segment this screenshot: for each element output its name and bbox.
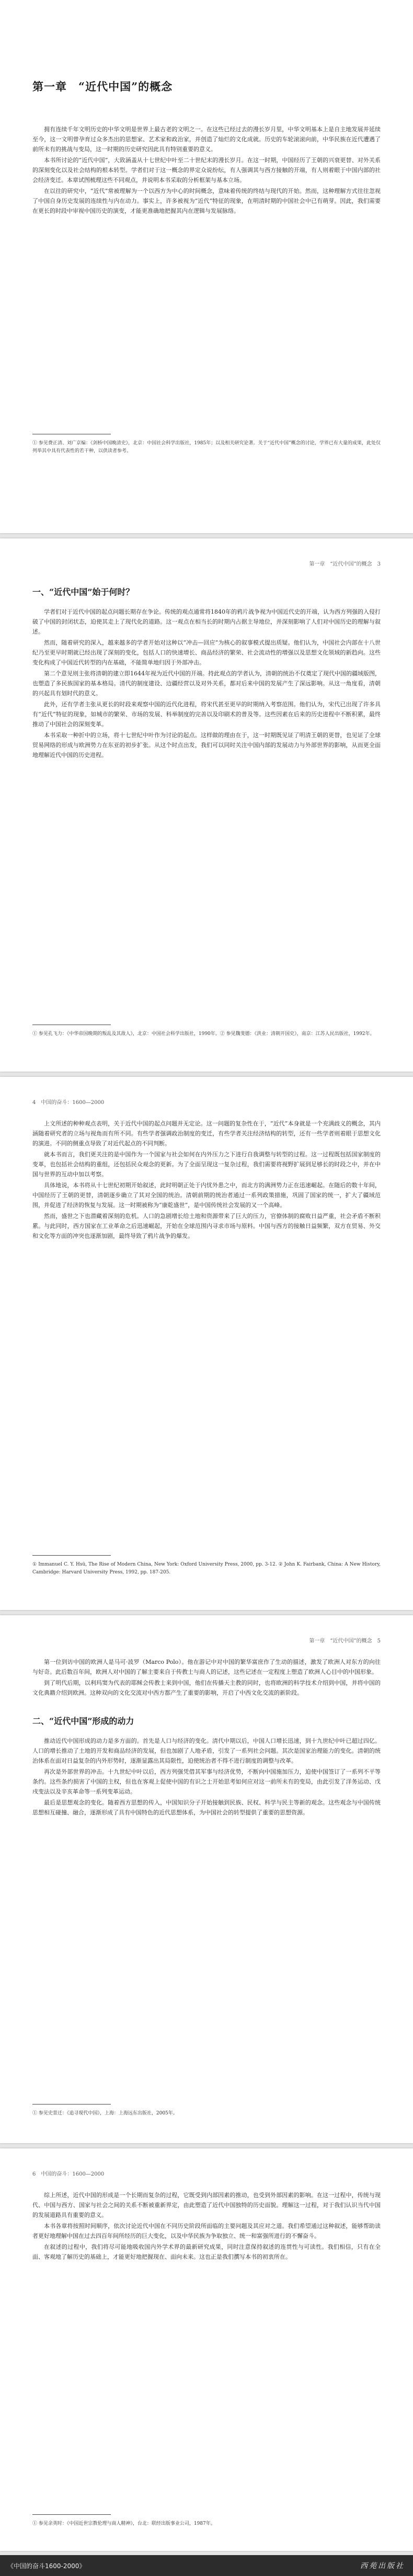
paragraph: 拥有连续千年文明历史的中华文明是世界上最古老的文明之一。在这些已经过去的漫长岁月里，中华文明基本上是自主地发展并延续至今，这一文明曾孕育过众多杰出的思想家、艺术家和政治家，并创造了灿烂的文化成就。历史的车轮滚滚向前，中华民族在近代遭遇了前所未有的挑战与变局，这一时期的历史研究因此具有特别重要的意义。	[32, 126, 381, 153]
paragraph: 本书所讨论的“近代中国”，大致涵盖从十七世纪中叶至二十世纪末的漫长岁月。在这一时期，中国经历了王朝的兴衰更替、对外关系的深刻变化以及社会结构的根本转型。学者们对于这一概念的界定众说纷纭，有人强调其与西方接触的开端，有人则着眼于中国内部的社会经济变迁。本章试图梳理这些不同观点，并说明本书采取的分析框架与基本立场。	[32, 157, 381, 183]
paragraph: 在叙述的过程中，我们将尽可能地吸收国内外学术界的最新研究成果，同时注意保持叙述的连贯性与可读性。我们相信，只有在全面、客观地了解历史的基础上，才能更好地把握现在、面向未来。这也正是我们撰写本书的初衷所在。	[32, 2244, 381, 2260]
section-spacer	[32, 1699, 381, 1715]
chapter-title: 第一章 “近代中国”的概念	[32, 80, 173, 93]
footnote-area	[32, 1025, 381, 1038]
footnote-area	[32, 2104, 381, 2118]
footnote: ① Immanuel C. Y. Hsü, The Rise of Modern China, New York: Oxford University Press, 2000, pp. 3-12. ② John K. Fairbank, China: A New History, Cambridge: Harvard University Press, 1992, pp. 187-205.	[32, 1562, 381, 1575]
paragraph: 在以往的研究中，“近代”常被理解为一个以西方为中心的时间概念，意味着传统的终结与现代的开始。然而，这种理解方式往往忽视了中国自身历史发展的连续性与内在动力。事实上，许多被视为“近代”特征的现象，在明清时期的中国社会中已有萌芽。因此，我们需要在更长的时段中审视中国历史的演变，才能更准确地把握其内在逻辑与发展脉络。	[32, 188, 381, 214]
page-3	[0, 1077, 413, 1610]
paragraph: 学者们对于近代中国的起点问题长期存在争论。传统的观点通常将1840年的鸦片战争视为中国近代史的开端，认为西方列强的入侵打破了中国的封闭状态，迫使其走上了现代化的道路。这一观点在相当长的时期内占据主导地位，并深刻影响了人们对中国历史的理解与叙述。	[32, 608, 381, 635]
publisher-logo: 西苑出版社	[360, 2562, 405, 2570]
page-4-body	[32, 1657, 381, 1819]
running-head: 第一章 “近代中国”的概念 5	[309, 1638, 381, 1644]
paragraph: 具体地说，本书将从十七世纪初期开始叙述，此时明朝正处于内忧外患之中，而北方的满洲势力正在迅速崛起。在随后的数十年间，中国经历了王朝的更替，清朝逐步确立了其对全国的统治。清朝前期的统治者通过一系列政策措施，巩固了国家的统一，扩大了疆域范围，并促进了经济的恢复与发展。这一时期被称为“康乾盛世”，是中国传统社会发展的又一个高峰。	[32, 1182, 381, 1209]
footnote: ① 参见史景迁：《追寻现代中国》，上海：上海远东出版社，2005年。	[32, 2111, 178, 2116]
paragraph: 再次是外部世界的冲击。十九世纪中叶以后，西方列强凭借其军事与经济优势，不断向中国施加压力，迫使中国签订了一系列不平等条约。这些条约损害了中国的主权，但也在客观上促使中国的有识之士开始思考如何应对这一前所未有的变局，由此引发了洋务运动、戊戌变法以及辛亥革命等一系列变革运动。	[32, 1768, 381, 1795]
footnote-rule	[32, 2514, 111, 2515]
footnote: ① 参见费正清、刘广京编：《剑桥中国晚清史》，北京：中国社会科学出版社，1985年；以及相关研究论著。关于“近代中国”概念的讨论，学界已有大量的成果，此处仅列举其中具有代表性的若干种，以供读者参考。	[32, 441, 381, 454]
footnote: ① 参见余英时：《中国近世宗教伦理与商人精神》，台北：联经出版事业公司，1987年。	[32, 2521, 215, 2526]
paragraph: 就本书而言，我们更关注的是中国作为一个国家与社会如何在内外压力之下进行自我调整与转型的过程。这一过程既包括国家制度的变革，也包括社会结构的重组，还包括民众观念的更新。为了全面呈现这一复杂过程，我们需要将视野扩展到足够长的时段之中，并在中国与世界的互动中加以考察。	[32, 1151, 381, 1178]
footnote-area	[32, 434, 381, 455]
paragraph: 综上所述，近代中国的形成是一个长期而复杂的过程，它既受到内部因素的推动，也受到外部因素的影响。在这一过程中，传统与现代、中国与西方、国家与社会之间的关系不断被重新界定，由此塑造了近代中国独特的历史面貌。理解这一过程，对于我们认识当代中国的发展道路具有重要的意义。	[32, 2192, 381, 2218]
book-title-label: 《中国的奋斗1600-2000》	[7, 2562, 86, 2570]
paragraph: 本书采取一种折中的立场，将十七世纪中叶作为讨论的起点。这样做的理由在于，这一时期既见证了明清王朝的更替，也见证了全球贸易网络的形成与欧洲势力在东亚的初步扩张。从这个时点出发，我们可以同时关注中国内部的发展动力与外部世界的影响，从而更全面地理解近代中国的历史进程。	[32, 732, 381, 758]
running-head: 第一章 “近代中国”的概念 3	[309, 561, 381, 567]
paragraph: 第二个意见则主张将清朝的建立即1644年视为近代中国的开端。持此观点的学者认为，清朝的统治不仅奠定了现代中国的疆域版图，也塑造了多民族国家的基本格局。清代的制度建设、边疆经营以及对外关系，都对后来中国的发展产生了深远影响。从这一角度看，清朝的兴起具有划时代的意义。	[32, 670, 381, 697]
paragraph: 最后是思想观念的变化。随着西方思想的传入，中国知识分子开始接触到民族、民权、科学与民主等新的观念。这些观念与中国传统思想相互碰撞、融合，逐渐形成了具有中国特色的近代思想体系，为中国社会的转型提供了重要的思想资源。	[32, 1799, 381, 1816]
section-title: 一、“近代中国”始于何时？	[32, 587, 134, 597]
page-5	[0, 2148, 413, 2551]
reader-footer-bar	[0, 2555, 413, 2576]
paragraph: 然而，盛世之下也潜藏着深刻的危机。人口的急剧增长给土地和资源带来了巨大的压力，官僚体制的腐败日益严重，社会矛盾不断积累。与此同时，西方国家在工业革命之后迅速崛起，开始在全球范围内寻求市场与原料。中国与西方的接触日益频繁，双方在贸易、外交和文化等方面的冲突也逐渐加剧，最终导致了鸦片战争的爆发。	[32, 1213, 381, 1239]
footnote-rule	[32, 1555, 111, 1556]
paragraph: 此外，还有学者主张从更长的时段来观察中国的近代化进程，将宋代甚至更早的时期纳入考察范围。他们认为，宋代已出现了许多具有“近代”特征的现象，如城市的繁荣、市场的发展、科举制度的完善以及印刷术的普及等。这些因素在后来的历史进程中不断积累，最终推动了中国社会的深刻变革。	[32, 701, 381, 728]
paragraph: 到了明代后期，以利玛窦为代表的耶稣会传教士来到中国，他们在传播天主教的同时，也将欧洲的科学技术介绍到中国，并将中国的文化典籍介绍到欧洲。这种双向的文化交流对中西方都产生了重要的影响，开启了中西文化交流的新阶段。	[32, 1680, 381, 1696]
paragraph: 推动近代中国形成的动力是多方面的。首先是人口与经济的变化。清代中期以后，中国人口增长迅速，到十九世纪中叶已超过四亿。人口的增长推动了土地的开发和商品经济的发展，但也加剧了人地矛盾，引发了一系列社会问题。其次是国家治理能力的变化。清朝的统治体系在面对日益复杂的内外形势时，逐渐显露出其局限性，迫使统治者不得不进行制度的调整与改革。	[32, 1738, 381, 1764]
paragraph: 然而，随着研究的深入，越来越多的学者开始对这种以“冲击—回应”为核心的叙事模式提出质疑。他们认为，中国社会内部在十八世纪乃至更早时期就已经出现了深刻的变化，包括人口的快速增长、商品经济的繁荣、社会流动性的增强以及思想文化领域的新趋向。这些变化构成了中国近代转型的内在基础，不能简单地归因于外部冲击。	[32, 639, 381, 666]
section-title: 二、“近代中国”形成的动力	[32, 1716, 134, 1726]
footnote-area	[32, 2514, 381, 2528]
paragraph: 本书各章将按照时间顺序，依次讨论近代中国在不同历史阶段所面临的主要问题及其应对之道。我们希望通过这种叙述，能够帮助读者更好地理解中国在过去四百年间所经历的巨大变化，以及中华民族为争取独立、统一和富强所进行的不懈奋斗。	[32, 2223, 381, 2239]
page-3-body	[32, 1119, 381, 1242]
page-1-body	[32, 78, 381, 217]
paragraph: 第一位到访中国的欧洲人是马可·波罗（Marco Polo）。他在游记中对中国的繁华富庶作了生动的描述，激发了欧洲人对东方的向往与好奇。此后数百年间，欧洲人对中国的了解主要来自于传教士与商人的记述，这些记述在一定程度上塑造了欧洲人心目中的中国形象。	[32, 1659, 381, 1675]
page-2	[0, 538, 413, 1072]
running-head: 6 中国的奋斗：1600—2000	[32, 2171, 105, 2177]
page-1	[0, 0, 413, 533]
page-4	[0, 1615, 413, 2143]
paragraph: 上文所述的种种观点表明，关于近代中国的起点问题并无定论。这一问题的复杂性在于，“近代”本身就是一个充满歧义的概念，其内涵随着研究者的立场与视角而有所不同。有些学者强调政治制度的变迁，有些学者关注经济结构的转型，还有一些学者则着眼于思想文化的演进。不同的侧重点导致了对近代起点的不同判断。	[32, 1120, 381, 1147]
running-head: 4 中国的奋斗：1600—2000	[32, 1100, 105, 1106]
page-2-body	[32, 585, 381, 761]
footnote-area	[32, 1555, 381, 1577]
page-5-body	[32, 2190, 381, 2263]
footnote: ① 参见孔飞力：《中华帝国晚期的叛乱及其敌人》，北京：中国社会科学出版社，1990年。② 参见魏斐德：《洪业：清朝开国史》，南京：江苏人民出版社，1992年。	[32, 1031, 375, 1037]
